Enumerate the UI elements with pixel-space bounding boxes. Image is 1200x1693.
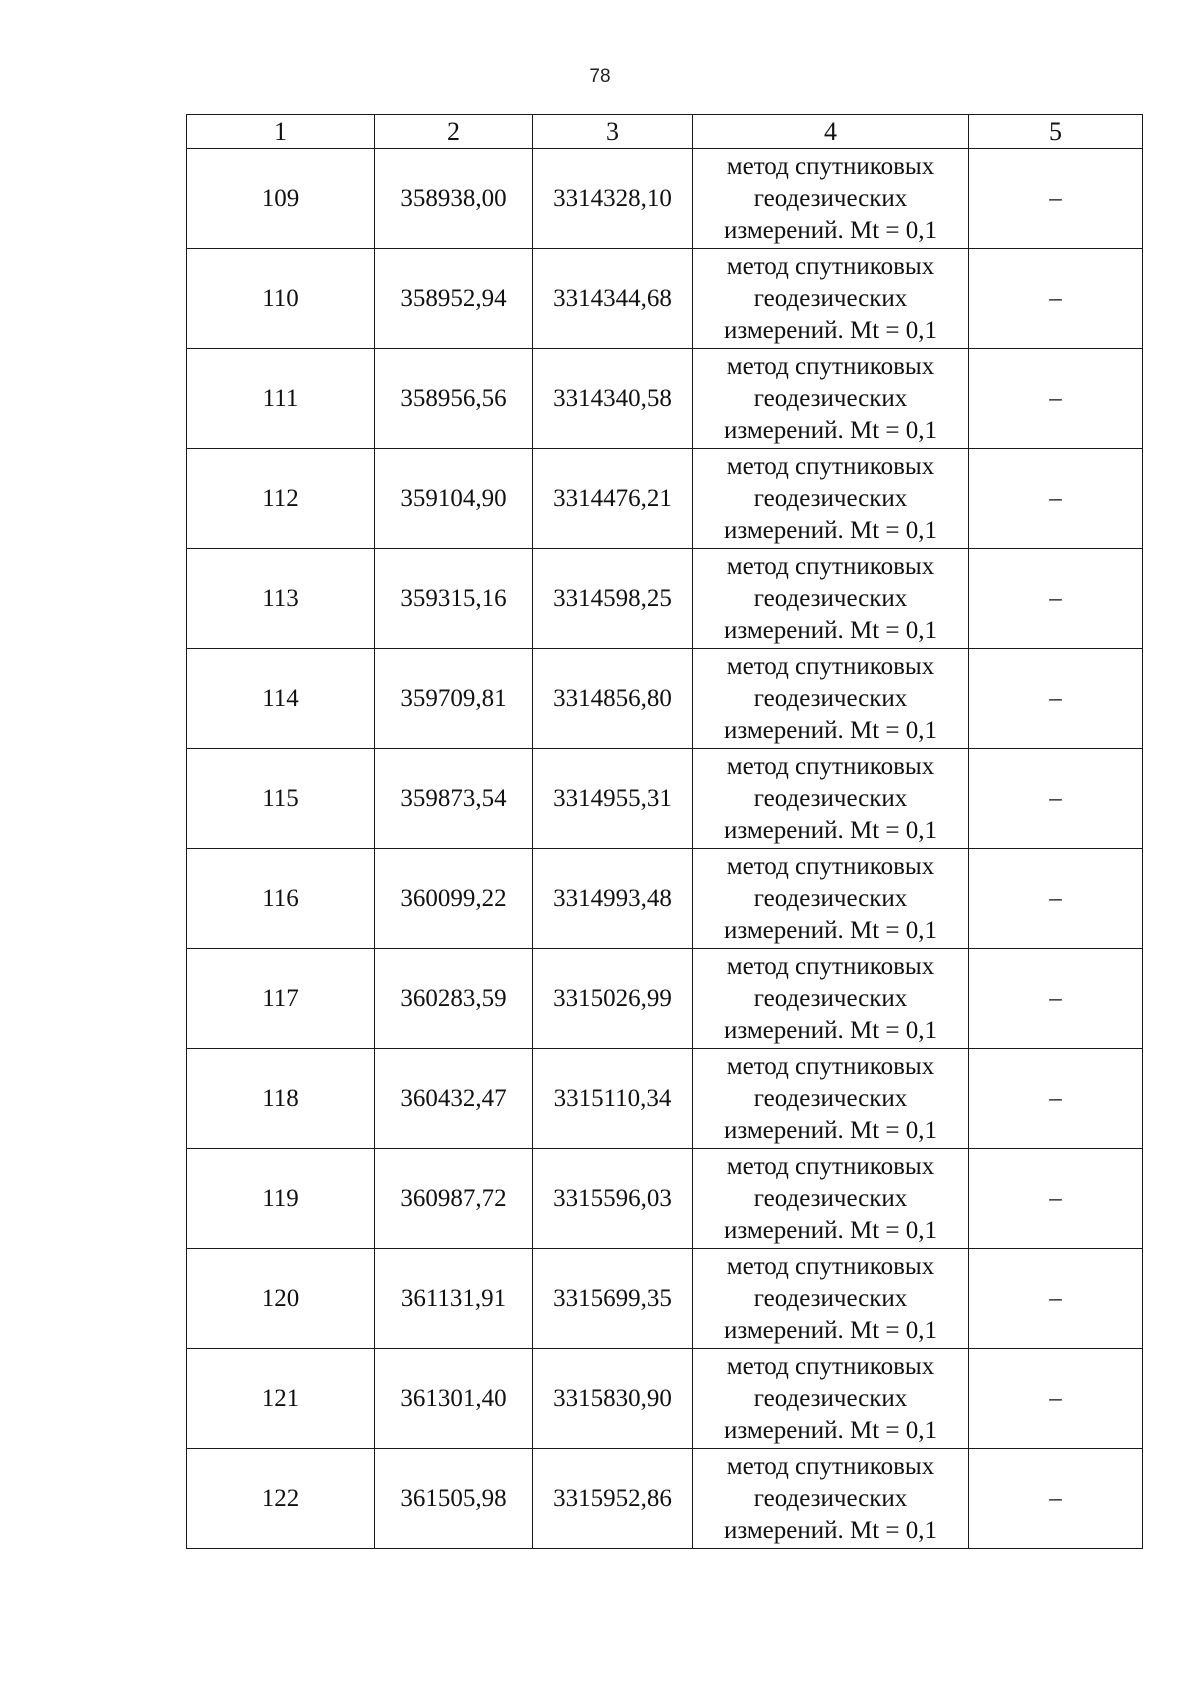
y-coordinate-cell: 3314856,80 [533, 649, 693, 749]
method-line: геодезических [753, 1084, 908, 1112]
x-coordinate-cell: 361505,98 [375, 1449, 533, 1549]
method-line: геодезических [753, 1384, 908, 1412]
table-row [187, 1149, 1143, 1249]
note-cell: – [969, 1349, 1143, 1449]
method-line: геодезических [753, 784, 908, 812]
method-line: геодезических [753, 984, 908, 1012]
method-cell [693, 249, 969, 349]
table-row [187, 949, 1143, 1049]
x-coordinate-cell: 361131,91 [375, 1249, 533, 1349]
method-line: метод спутниковых [726, 652, 935, 680]
method-line: метод спутниковых [726, 552, 935, 580]
method-line: геодезических [753, 584, 908, 612]
point-number-cell: 117 [187, 949, 375, 1049]
point-number-cell: 121 [187, 1349, 375, 1449]
x-coordinate-cell: 358956,56 [375, 349, 533, 449]
method-line: геодезических [753, 384, 908, 412]
method-line: измерений. Mt = 0,1 [723, 1116, 938, 1144]
note-cell: – [969, 149, 1143, 249]
y-coordinate-cell: 3314955,31 [533, 749, 693, 849]
point-number-cell: 114 [187, 649, 375, 749]
method-cell [693, 449, 969, 549]
x-coordinate-cell: 360987,72 [375, 1149, 533, 1249]
x-coordinate-cell: 358952,94 [375, 249, 533, 349]
note-cell: – [969, 249, 1143, 349]
method-line: измерений. Mt = 0,1 [723, 1516, 938, 1544]
note-cell: – [969, 949, 1143, 1049]
x-coordinate-cell: 360432,47 [375, 1049, 533, 1149]
note-cell: – [969, 449, 1143, 549]
method-line: метод спутниковых [726, 752, 935, 780]
y-coordinate-cell: 3315830,90 [533, 1349, 693, 1449]
coordinates-table [186, 114, 1143, 1549]
point-number-cell: 116 [187, 849, 375, 949]
table-row [187, 1249, 1143, 1349]
method-line: геодезических [753, 1484, 908, 1512]
point-number-cell: 109 [187, 149, 375, 249]
header-row [187, 115, 1143, 149]
y-coordinate-cell: 3315699,35 [533, 1249, 693, 1349]
method-line: метод спутниковых [726, 1452, 935, 1480]
method-cell [693, 1249, 969, 1349]
coordinates-table-container [186, 114, 1142, 1549]
table-row [187, 1449, 1143, 1549]
method-line: измерений. Mt = 0,1 [723, 216, 938, 244]
y-coordinate-cell: 3315952,86 [533, 1449, 693, 1549]
y-coordinate-cell: 3314993,48 [533, 849, 693, 949]
method-line: метод спутниковых [726, 252, 935, 280]
note-cell: – [969, 549, 1143, 649]
method-line: метод спутниковых [726, 952, 935, 980]
y-coordinate-cell: 3314340,58 [533, 349, 693, 449]
method-line: метод спутниковых [726, 152, 935, 180]
column-header-4: 4 [693, 115, 969, 149]
point-number-cell: 122 [187, 1449, 375, 1549]
point-number-cell: 113 [187, 549, 375, 649]
x-coordinate-cell: 359709,81 [375, 649, 533, 749]
method-line: измерений. Mt = 0,1 [723, 916, 938, 944]
method-line: измерений. Mt = 0,1 [723, 416, 938, 444]
method-line: геодезических [753, 184, 908, 212]
x-coordinate-cell: 359104,90 [375, 449, 533, 549]
column-header-5: 5 [969, 115, 1143, 149]
point-number-cell: 111 [187, 349, 375, 449]
table-row [187, 449, 1143, 549]
note-cell: – [969, 1149, 1143, 1249]
method-line: метод спутниковых [726, 352, 935, 380]
y-coordinate-cell: 3314598,25 [533, 549, 693, 649]
point-number-cell: 119 [187, 1149, 375, 1249]
method-line: метод спутниковых [726, 852, 935, 880]
method-cell [693, 1049, 969, 1149]
page-number: 78 [589, 66, 611, 87]
y-coordinate-cell: 3315110,34 [533, 1049, 693, 1149]
method-line: измерений. Mt = 0,1 [723, 516, 938, 544]
method-cell [693, 649, 969, 749]
y-coordinate-cell: 3315026,99 [533, 949, 693, 1049]
method-line: измерений. Mt = 0,1 [723, 816, 938, 844]
point-number-cell: 118 [187, 1049, 375, 1149]
method-line: метод спутниковых [726, 1252, 935, 1280]
y-coordinate-cell: 3314328,10 [533, 149, 693, 249]
method-line: геодезических [753, 684, 908, 712]
table-body [187, 149, 1143, 1549]
method-line: измерений. Mt = 0,1 [723, 1216, 938, 1244]
method-line: геодезических [753, 884, 908, 912]
table-row [187, 249, 1143, 349]
x-coordinate-cell: 360283,59 [375, 949, 533, 1049]
note-cell: – [969, 1249, 1143, 1349]
y-coordinate-cell: 3314476,21 [533, 449, 693, 549]
method-cell [693, 1449, 969, 1549]
method-line: метод спутниковых [726, 1352, 935, 1380]
note-cell: – [969, 649, 1143, 749]
method-line: измерений. Mt = 0,1 [723, 1416, 938, 1444]
method-line: измерений. Mt = 0,1 [723, 1016, 938, 1044]
table-row [187, 1349, 1143, 1449]
x-coordinate-cell: 358938,00 [375, 149, 533, 249]
table-row [187, 749, 1143, 849]
note-cell: – [969, 1449, 1143, 1549]
method-cell [693, 549, 969, 649]
column-header-1: 1 [187, 115, 375, 149]
x-coordinate-cell: 360099,22 [375, 849, 533, 949]
note-cell: – [969, 349, 1143, 449]
method-line: геодезических [753, 484, 908, 512]
method-line: геодезических [753, 1284, 908, 1312]
column-header-3: 3 [533, 115, 693, 149]
method-line: геодезических [753, 284, 908, 312]
column-header-2: 2 [375, 115, 533, 149]
method-line: метод спутниковых [726, 1152, 935, 1180]
x-coordinate-cell: 359315,16 [375, 549, 533, 649]
method-cell [693, 149, 969, 249]
table-row [187, 549, 1143, 649]
table-row [187, 349, 1143, 449]
method-line: геодезических [753, 1184, 908, 1212]
table-row [187, 149, 1143, 249]
method-line: измерений. Mt = 0,1 [723, 1316, 938, 1344]
point-number-cell: 110 [187, 249, 375, 349]
method-cell [693, 749, 969, 849]
method-line: метод спутниковых [726, 452, 935, 480]
point-number-cell: 112 [187, 449, 375, 549]
note-cell: – [969, 749, 1143, 849]
method-cell [693, 1149, 969, 1249]
method-line: метод спутниковых [726, 1052, 935, 1080]
table-header [187, 115, 1143, 149]
note-cell: – [969, 1049, 1143, 1149]
method-line: измерений. Mt = 0,1 [723, 716, 938, 744]
method-line: измерений. Mt = 0,1 [723, 316, 938, 344]
table-row [187, 649, 1143, 749]
y-coordinate-cell: 3315596,03 [533, 1149, 693, 1249]
method-line: измерений. Mt = 0,1 [723, 616, 938, 644]
method-cell [693, 349, 969, 449]
point-number-cell: 115 [187, 749, 375, 849]
y-coordinate-cell: 3314344,68 [533, 249, 693, 349]
table-row [187, 1049, 1143, 1149]
note-cell: – [969, 849, 1143, 949]
method-cell [693, 1349, 969, 1449]
x-coordinate-cell: 359873,54 [375, 749, 533, 849]
method-cell [693, 849, 969, 949]
method-cell [693, 949, 969, 1049]
table-row [187, 849, 1143, 949]
point-number-cell: 120 [187, 1249, 375, 1349]
x-coordinate-cell: 361301,40 [375, 1349, 533, 1449]
